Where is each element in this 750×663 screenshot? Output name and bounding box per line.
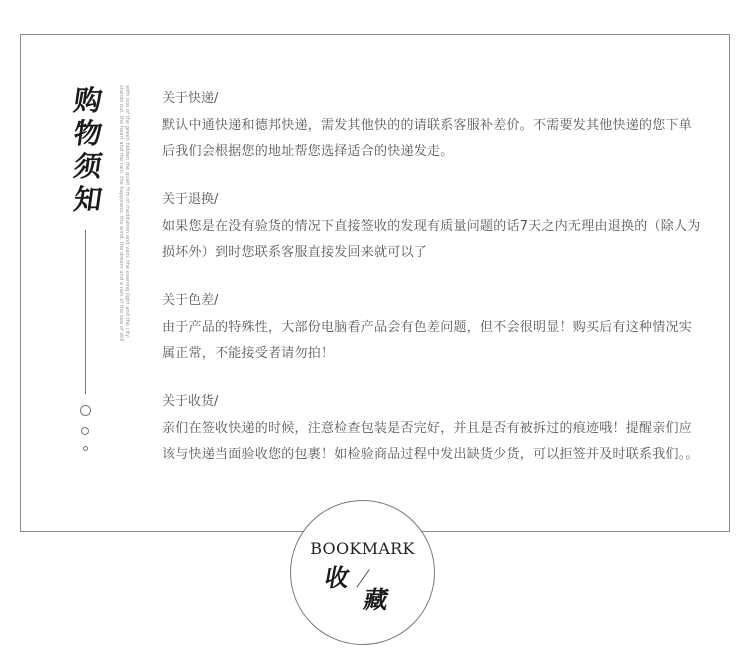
notice-content [162,88,702,492]
section-title: 关于收货/ [162,394,219,409]
shipping-section [162,88,702,165]
side-note-text: with one of the green hidden the quiet film of meditation and vain, the evening light and the city stands out, the heart and the rain, the happiness, the wind, the dream and a rain of the sea of still [118,85,130,342]
side-title-char: 物 [71,117,105,150]
section-body: 默认中通快递和德邦快递，需发其他快的的请联系客服补差价。不需要发其他快递的您下单后我们会根据您的地址帮您选择适合的快递发走。 [162,118,693,159]
bookmark-char-collect: 收 [322,563,352,592]
section-title: 关于快递/ [162,91,219,106]
return-section [162,189,702,266]
side-title-char: 知 [71,183,105,216]
section-body: 如果您是在没有验货的情况下直接签收的发现有质量问题的话7天之内无理由退换的（除人为损坏外）到时您联系客服直接发回来就可以了 [162,219,701,260]
section-title: 关于退换/ [162,192,219,207]
small-circle-icon [83,446,88,451]
side-title-char: 购 [71,84,105,117]
color-difference-section [162,290,702,367]
bookmark-badge[interactable] [290,500,435,645]
receipt-section [162,391,702,468]
section-body: 由于产品的特殊性，大部份电脑看产品会有色差问题，但不会很明显！购买后有这种情况实属正常，不能接受者请勿拍！ [162,320,693,361]
medium-circle-icon [81,427,89,435]
side-title-char: 须 [71,150,105,183]
side-divider-line [85,230,86,394]
side-title [66,84,110,216]
bookmark-char-store: 藏 [361,585,391,614]
section-body: 亲们在签收快递的时候，注意检查包装是否完好，并且是否有被拆过的痕迹哦！提醒亲们应该与快递当面验收您的包裹！如检验商品过程中发出缺货少货，可以拒签并及时联系我们。。 [162,421,699,462]
section-title: 关于色差/ [162,293,219,308]
bookmark-word: BOOKMARK [310,539,415,558]
side-note [118,85,132,343]
large-circle-icon [80,405,91,416]
